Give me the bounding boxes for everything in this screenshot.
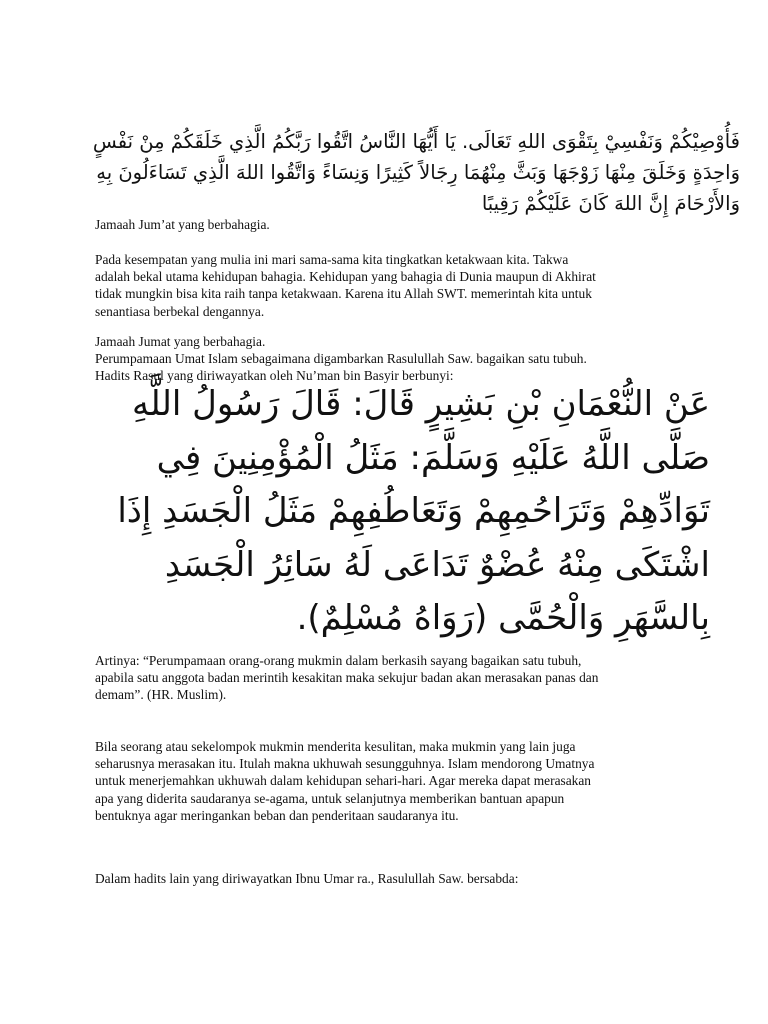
paragraph-perumpamaan — [95, 333, 685, 385]
paragraph-line: apa yang diderita saudaranya se-agama, untuk selanjutnya memberikan bantuan apapun — [95, 790, 565, 806]
paragraph-line: adalah bekal utama kehidupan bahagia. Kehidupan yang bahagia di Dunia maupun di Akhirat — [95, 269, 596, 285]
paragraph-line: apabila satu anggota badan merintih kesakitan maka sekujur badan akan merasakan panas dan — [95, 670, 599, 686]
paragraph-line: tidak mungkin bisa kita raih tanpa ketakwaan. Karena itu Allah SWT. memerintah kita untuk — [95, 286, 592, 302]
paragraph-translation — [95, 652, 685, 704]
paragraph-takwa — [95, 251, 685, 320]
paragraph-line: bentuknya agar meringankan beban dan penderitaan saudaranya itu. — [95, 807, 459, 823]
paragraph-line: Artinya: “Perumpamaan orang-orang mukmin dalam berkasih sayang bagaikan satu tubuh, — [95, 653, 582, 668]
opening-arabic-text: فَأُوْصِيْكُمْ وَنَفْسِيْ بِتَقْوَى اللهِ تَعَالَى. يَا أَيُّهَا النَّاسُ اتَّقُوا رَبَّكُمُ الَّذِي خَلَقَكُمْ مِنْ نَفْسٍ وَاحِدَةٍ وَخَلَقَ مِنْهَا زَوْجَهَا وَبَثَّ مِنْهُمَا رِجَالاً كَثِيرًا وَنِسَاءً وَاتَّقُوا اللهَ الَّذِي تَسَاءَلُونَ بِهِ وَالأَرْحَامَ إِنَّ اللهَ كَانَ عَلَيْكُمْ رَقِيبًا — [92, 130, 740, 215]
paragraph-line: Perumpamaan Umat Islam sebagaimana digambarkan Rasulullah Saw. bagaikan satu tubuh. — [95, 351, 587, 367]
hadith-arabic-text: عَنْ النُّعْمَانِ بْنِ بَشِيرٍ قَالَ: قَالَ رَسُولُ اللَّهِ صَلَّى اللَّهُ عَلَيْهِ وَسَلَّمَ: مَثَلُ الْمُؤْمِنِينَ فِي تَوَادِّهِمْ وَتَرَاحُمِهِمْ وَتَعَاطُفِهِمْ مَثَلُ الْجَسَدِ إِذَا اشْتَكَى مِنْهُ عُضْوٌ تَدَاعَى لَهُ سَائِرُ الْجَسَدِ بِالسَّهَرِ وَالْحُمَّى (رَوَاهُ مُسْلِمٌ). — [117, 384, 710, 638]
paragraph-line: demam”. (HR. Muslim). — [95, 687, 227, 703]
paragraph-line: Pada kesempatan yang mulia ini mari sama-sama kita tingkatkan ketakwaan kita. Takwa — [95, 252, 569, 267]
paragraph-line: Hadits Rasul yang diriwayatkan oleh Nu’man bin Basyir berbunyi: — [95, 368, 454, 384]
paragraph-line: Jamaah Jumat yang berbahagia. — [95, 334, 266, 349]
paragraph-ukhuwah — [95, 738, 685, 824]
paragraph-line: untuk menerjemahkan ukhuwah dalam kehidupan sehari-hari. Agar mereka dapat merasakan — [95, 773, 592, 789]
paragraph-hadits-lain: Dalam hadits lain yang diriwayatkan Ibnu Umar ra., Rasulullah Saw. bersabda: — [95, 871, 519, 886]
paragraph-line: Bila seorang atau sekelompok mukmin menderita kesulitan, maka mukmin yang lain juga — [95, 739, 576, 754]
paragraph-line: senantiasa berbekal dengannya. — [95, 303, 265, 319]
greeting-jumat: Jamaah Jum’at yang berbahagia. — [95, 217, 270, 232]
paragraph-line: seharusnya merasakan itu. Itulah makna ukhuwah sesungguhnya. Islam mendorong Umatnya — [95, 756, 595, 772]
